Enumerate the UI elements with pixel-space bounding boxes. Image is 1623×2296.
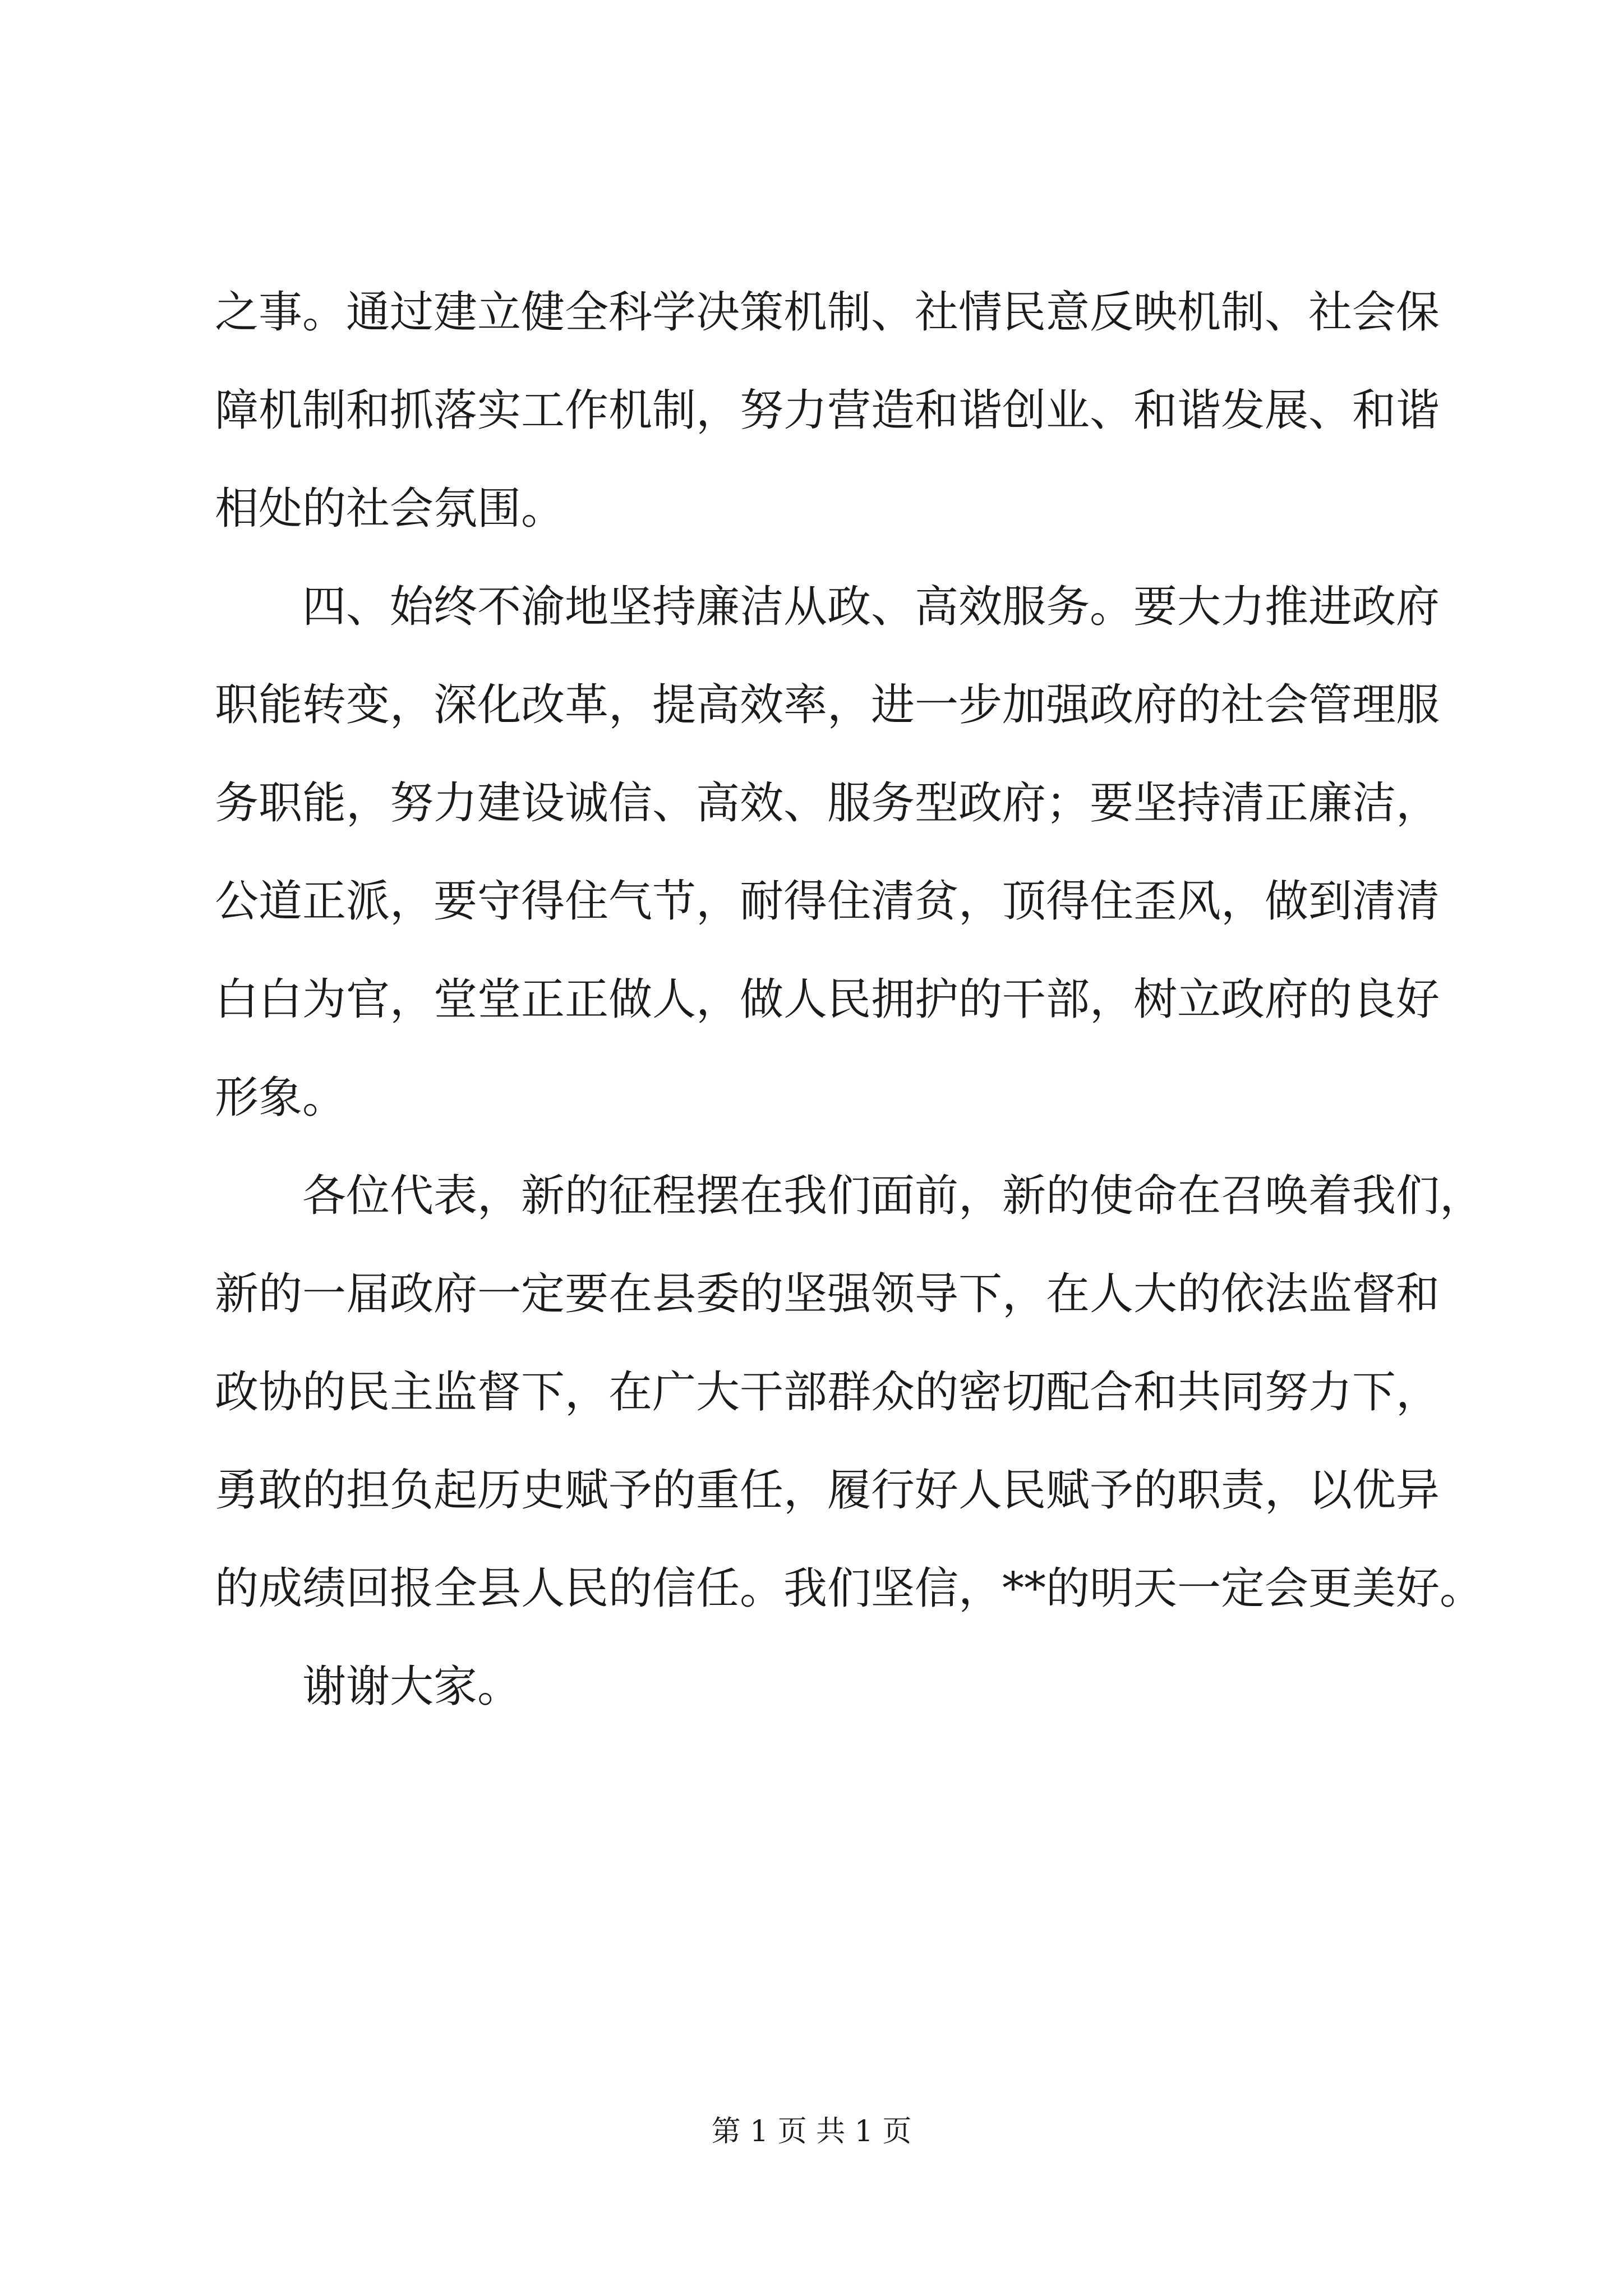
text-line: 四、始终不渝地坚持廉洁从政、高效服务。要大力推进政府 bbox=[215, 582, 1440, 632]
text-line: 公道正派，要守得住气节，耐得住清贫，顶得住歪风，做到清清 bbox=[215, 876, 1440, 927]
text-line: 相处的社会氛围。 bbox=[215, 484, 565, 534]
text-line: 之事。通过建立健全科学决策机制、社情民意反映机制、社会保 bbox=[215, 287, 1440, 338]
paragraph-2 bbox=[215, 558, 1440, 1147]
text-line: 新的一届政府一定要在县委的坚强领导下，在人大的依法监督和 bbox=[215, 1269, 1440, 1319]
document-body bbox=[215, 264, 1484, 1736]
text-line: 务职能，努力建设诚信、高效、服务型政府；要坚持清正廉洁， bbox=[215, 778, 1440, 829]
text-line: 各位代表，新的征程摆在我们面前，新的使命在召唤着我们， bbox=[215, 1171, 1484, 1221]
text-line: 谢谢大家。 bbox=[215, 1662, 522, 1712]
text-line: 勇敢的担负起历史赋予的重任，履行好人民赋予的职责，以优异 bbox=[215, 1465, 1440, 1516]
page-number-footer: 第 1 页 共 1 页 bbox=[711, 2115, 912, 2148]
text-line: 职能转变，深化改革，提高效率，进一步加强政府的社会管理服 bbox=[215, 680, 1440, 730]
paragraph-1 bbox=[215, 264, 1440, 558]
text-line: 白白为官，堂堂正正做人，做人民拥护的干部，树立政府的良好 bbox=[215, 974, 1440, 1025]
text-line: 的成绩回报全县人民的信任。我们坚信，**的明天一定会更美好。 bbox=[215, 1563, 1484, 1614]
paragraph-3 bbox=[215, 1147, 1484, 1638]
paragraph-4 bbox=[215, 1638, 1421, 1736]
text-line: 政协的民主监督下，在广大干部群众的密切配合和共同努力下， bbox=[215, 1367, 1440, 1418]
text-line: 障机制和抓落实工作机制，努力营造和谐创业、和谐发展、和谐 bbox=[215, 385, 1440, 436]
text-line: 形象。 bbox=[215, 1073, 347, 1123]
